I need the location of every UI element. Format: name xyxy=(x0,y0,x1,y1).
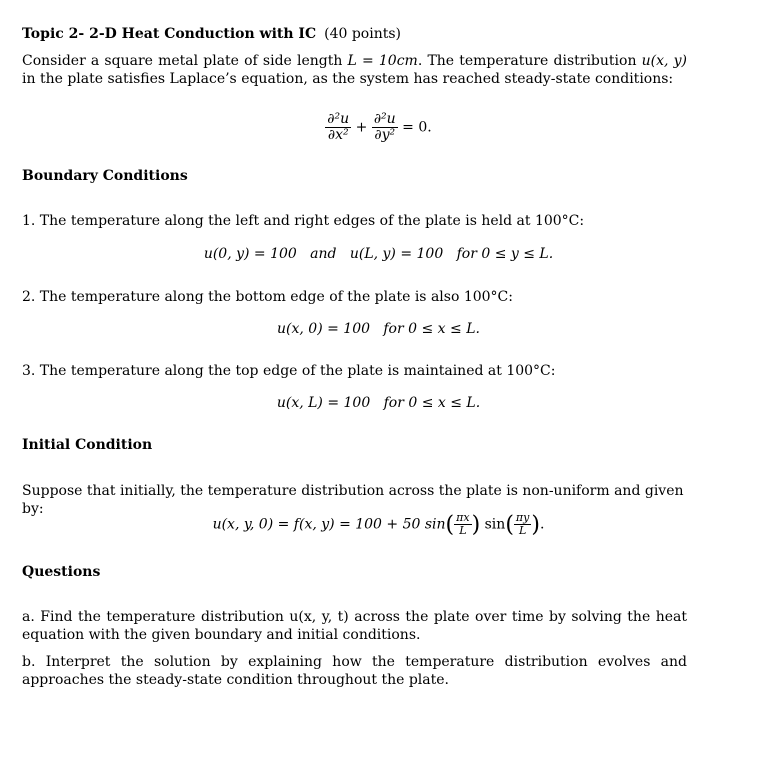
intro-text-b: . The temperature distribution xyxy=(417,53,642,69)
laplace-rhs: = 0. xyxy=(402,119,432,136)
boundary-eq-1: u(0, y) = 100 and u(L, y) = 100 for 0 ≤ y ≤ L. xyxy=(203,246,554,262)
initial-condition-equation xyxy=(0,512,757,537)
boundary-item-3: 3. The temperature along the top edge of the plate is maintained at 100°C: xyxy=(22,363,556,379)
laplace-fraction-y xyxy=(372,112,398,143)
boundary-eq-2: u(x, 0) = 100 for 0 ≤ x ≤ L. xyxy=(277,321,480,337)
left-paren: ( xyxy=(445,512,455,538)
sin-arg-x xyxy=(454,512,471,537)
question-b: b. Interpret the solution by explaining how the temperature distribution evolves and approaches the steady-state condition throughout the plate. xyxy=(22,654,687,688)
equation-end: . xyxy=(539,516,545,533)
boundary-item-2: 2. The temperature along the bottom edge of the plate is also 100°C: xyxy=(22,289,513,305)
intro-text-a: Consider a square metal plate of side length xyxy=(22,53,348,69)
sin-arg-y-num: πy xyxy=(515,511,530,524)
laplace-equation xyxy=(0,112,757,143)
questions-heading: Questions xyxy=(22,564,101,580)
problem-title xyxy=(22,25,687,43)
initial-heading: Initial Condition xyxy=(22,437,153,453)
sin-label: sin xyxy=(484,516,506,533)
sin-arg-x-num: πx xyxy=(456,511,470,524)
boundary-heading: Boundary Conditions xyxy=(22,168,188,184)
sin-arg-x-den: L xyxy=(459,524,467,537)
initial-lhs: u(x, y, 0) = f(x, y) = 100 + 50 sin xyxy=(212,516,446,533)
points-label: (40 points) xyxy=(324,26,401,42)
topic-title: Topic 2- 2-D Heat Conduction with IC xyxy=(22,26,317,42)
boundary-item-1: 1. The temperature along the left and right edges of the plate is held at 100°C: xyxy=(22,213,585,229)
right-paren-2: ) xyxy=(531,512,540,538)
laplace-num-y: ∂²u xyxy=(373,111,396,127)
right-paren: ) xyxy=(471,512,481,538)
intro-text-c: in the plate satisfies Laplace’s equation, as the system has reached steady-state conditions: xyxy=(22,71,674,87)
intro-paragraph xyxy=(22,52,687,88)
laplace-plus: + xyxy=(355,119,368,136)
laplace-den-x: ∂x² xyxy=(327,127,349,143)
sin-arg-y-den: L xyxy=(518,524,527,537)
left-paren-2: ( xyxy=(505,512,514,538)
boundary-eq-3: u(x, L) = 100 for 0 ≤ x ≤ L. xyxy=(276,395,481,411)
question-a: a. Find the temperature distribution u(x, y, t) across the plate over time by solving the heat equation with the given boundary and initial conditions. xyxy=(22,609,687,643)
initial-text: Suppose that initially, the temperature distribution across the plate is non-uniform and given by: xyxy=(22,483,684,517)
laplace-fraction-x xyxy=(325,112,351,143)
laplace-den-y: ∂y² xyxy=(374,127,396,143)
temperature-fn-expr: u(x, y) xyxy=(641,53,687,69)
sin-arg-y xyxy=(514,512,531,537)
laplace-num-x: ∂²u xyxy=(327,111,350,127)
plate-length-expr: L = 10cm xyxy=(347,53,418,69)
